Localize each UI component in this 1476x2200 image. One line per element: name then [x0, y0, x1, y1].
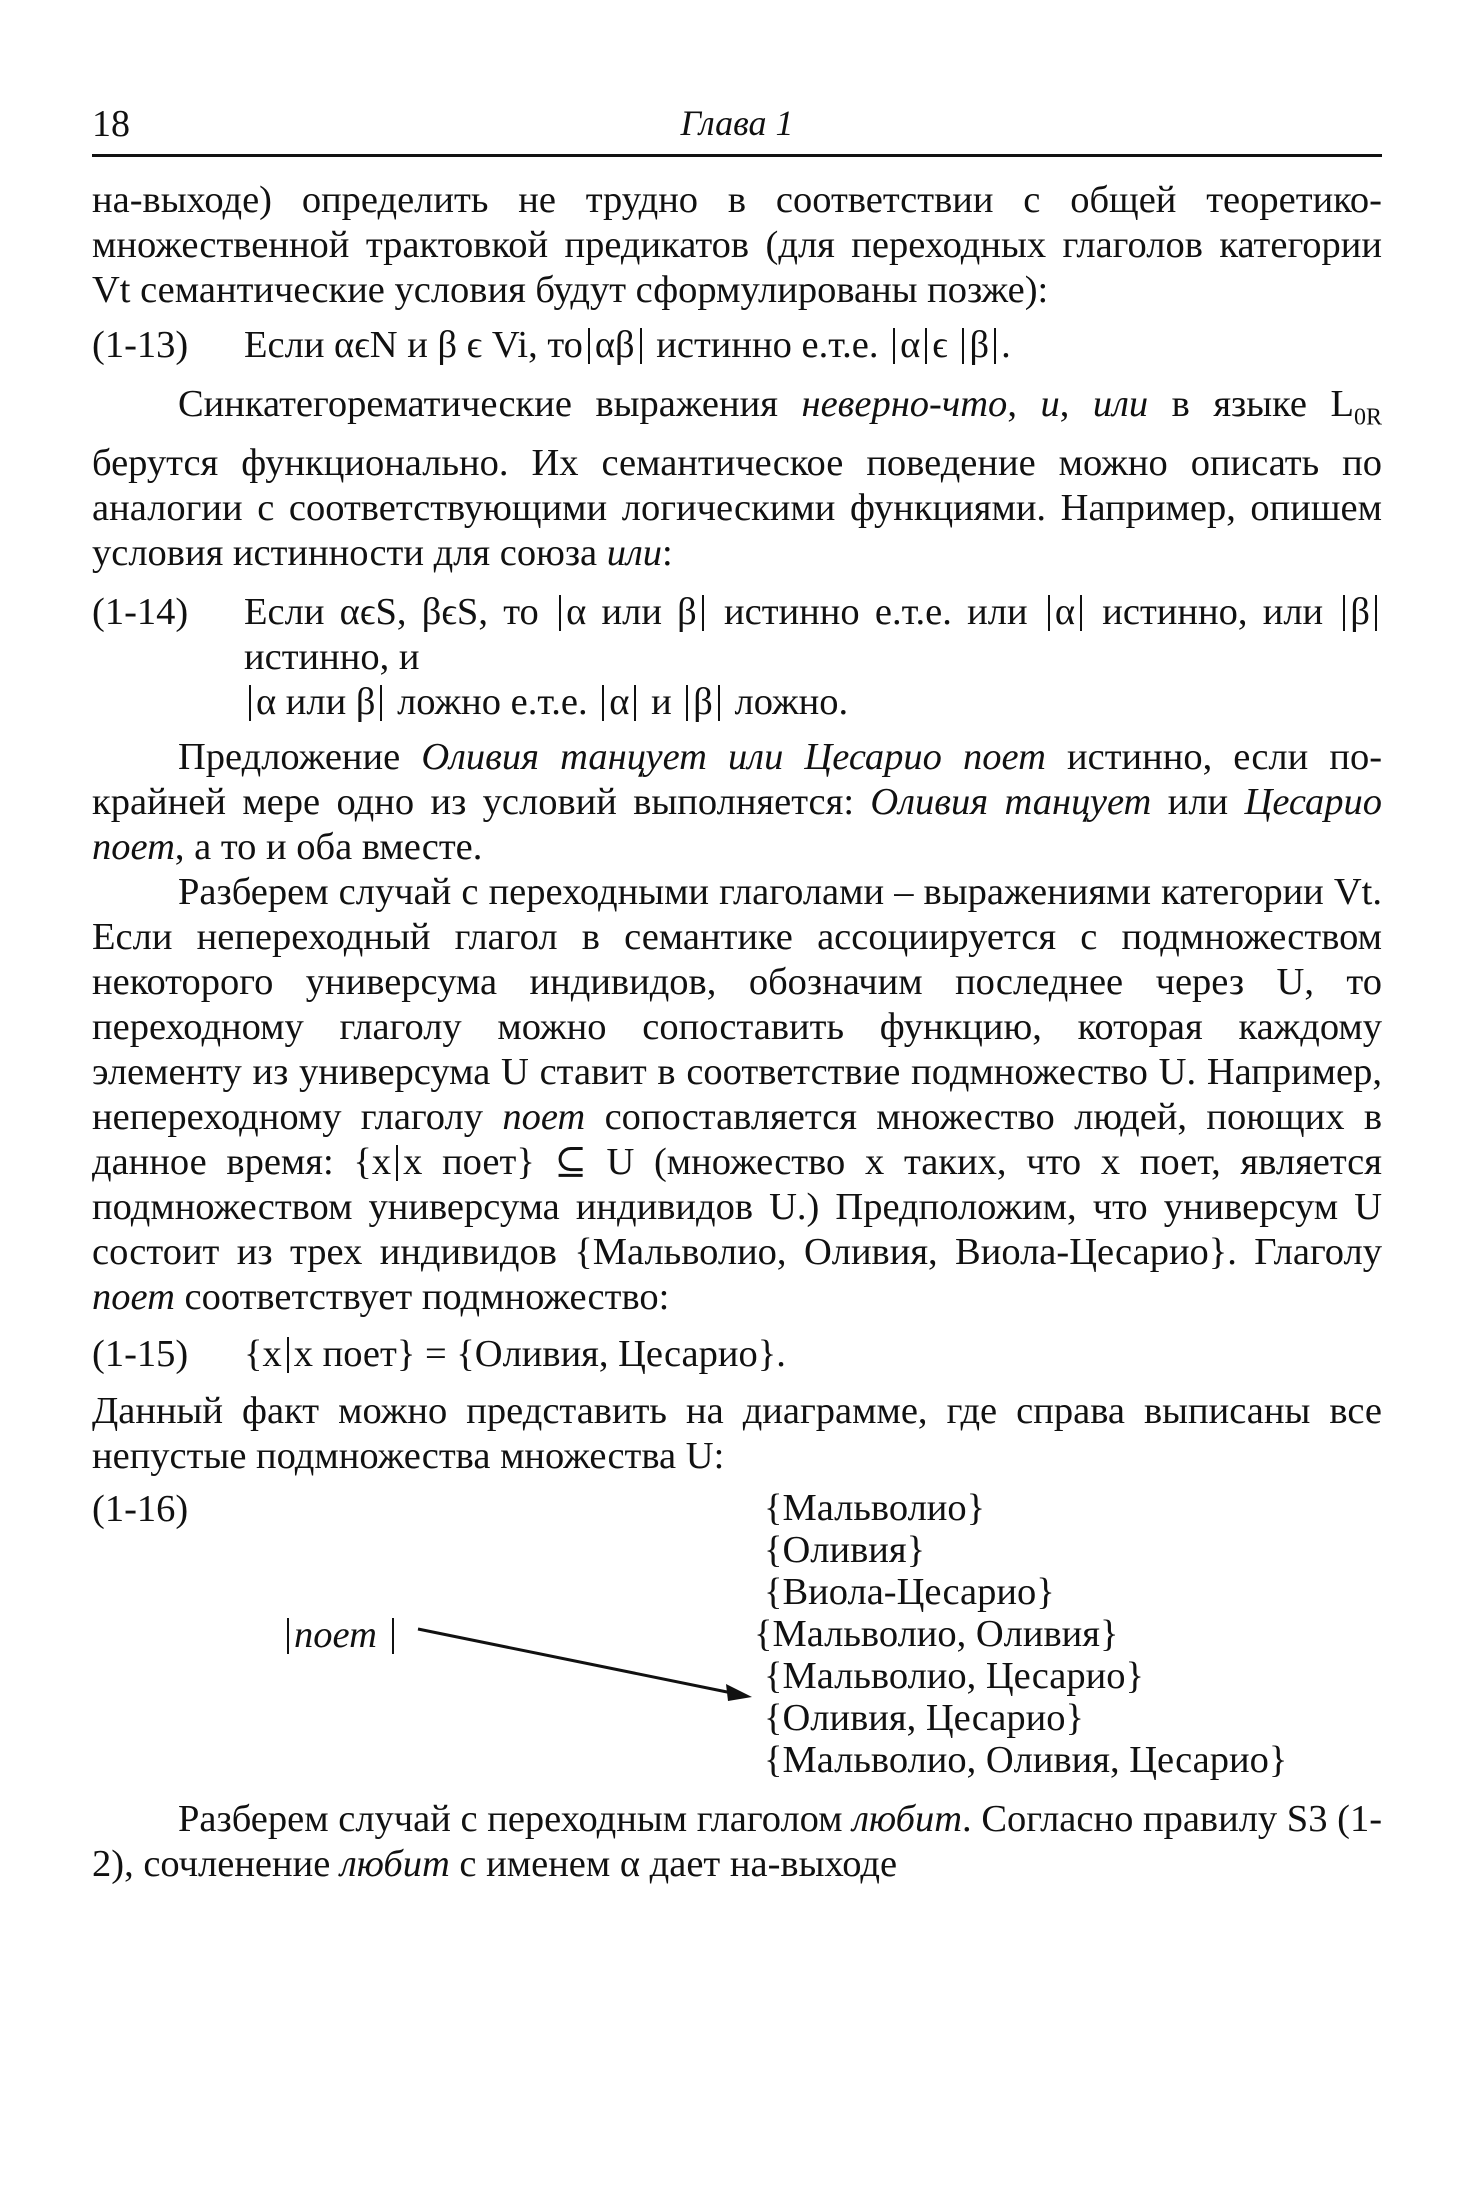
example-text: β — [1350, 590, 1371, 633]
denotation-bar — [1375, 595, 1377, 631]
mapping-arrow — [92, 1487, 792, 1779]
paragraph-1: на-выходе) определить не трудно в соответствии с общей теоретико-множественной трактовкой предикатов (для переходных глаголов категории Vt семантические условия будут сформулированы позже): — [92, 179, 1382, 311]
example-text: и — [651, 680, 672, 723]
example-text: α — [1054, 590, 1075, 633]
subset-item: {Оливия} — [764, 1528, 926, 1571]
example-text: α или β — [566, 590, 697, 633]
italic-sentence: Цесарио поет — [92, 780, 1383, 868]
text-run: соответствует подмножество: — [184, 1275, 670, 1318]
subset-item: {Мальволио, Оливия} — [754, 1612, 1119, 1655]
subset-item: {Мальволио} — [764, 1486, 986, 1529]
example-text: α — [609, 680, 630, 723]
example-number: (1-16) — [92, 1487, 189, 1530]
header-rule — [92, 154, 1382, 157]
denotation-bar — [925, 328, 927, 364]
example-1-13 — [92, 323, 1382, 368]
paragraph-4 — [92, 870, 1382, 1320]
text-run: , а то и оба вместе. — [174, 825, 483, 868]
text-run: в языке L — [1171, 383, 1354, 425]
example-text: . — [1001, 324, 1011, 366]
italic-term: поет — [92, 1275, 175, 1318]
paragraph-5: Данный факт можно представить на диаграмме, где справа выписаны все непустые подмножества множества U: — [92, 1389, 1382, 1477]
italic-term: или — [1092, 383, 1149, 425]
subset-item: {Мальволио, Цесарио} — [764, 1654, 1144, 1697]
text-run: Разберем случай с переходными глаголами – выражениями категории Vt. Если непереходный глагол в семантике ассоциируется с подмножеством некоторого универсума индивидов, обозначим последнее через U, то переходному глаголу можно сопоставить функцию, которая каждому элементу из универсума U ставит в соответствие подмножество U. Например, непереходному глаголу — [92, 870, 1382, 1138]
arrow-head — [726, 1684, 752, 1701]
example-body — [244, 323, 1382, 368]
italic-term: любит — [852, 1797, 963, 1840]
italic-term: поет — [502, 1095, 586, 1138]
example-number: (1-14) — [92, 590, 189, 633]
example-text: Если αϵS, βϵS, то — [244, 590, 539, 633]
example-text: ложно. — [734, 680, 849, 723]
text-run: . Согласно правилу S3 (1-2), сочленение — [92, 1797, 1383, 1885]
denotation-bar — [893, 328, 895, 364]
text-run: x поет} ⊆ U (множество x таких, что x поет, является подмножеством универсума индивидов U.) Предположим, что универсум U состоит из трех индивидов {Мальволио, Оливия, Виола-Цесарио}. Глаголу — [92, 1140, 1382, 1273]
denotation-bar — [1080, 595, 1082, 631]
example-text: β — [969, 324, 990, 366]
example-body — [244, 590, 1382, 725]
example-number: (1-15) — [92, 1332, 189, 1375]
arrow-shaft — [418, 1629, 732, 1693]
denotation-bar — [559, 595, 561, 631]
example-number: (1-13) — [92, 324, 189, 366]
paragraph-3 — [92, 735, 1382, 870]
denotation-bar — [718, 685, 720, 721]
denotation-bar — [634, 685, 636, 721]
italic-term: и — [1040, 383, 1060, 425]
text-run: , — [1059, 383, 1070, 425]
italic-term: или — [606, 531, 663, 574]
text-run: Разберем случай с переходным глаголом — [178, 1797, 843, 1840]
text-run: берутся функционально. Их семантическое поведение можно описать по аналогии с соответствующими логическими функциями. Например, опишем условия истинности для союза — [92, 441, 1382, 574]
italic-sentence: Оливия танцует или Цесарио поет — [421, 735, 1046, 778]
denotation-bar — [588, 328, 590, 364]
text-run: или — [1167, 780, 1229, 823]
italic-term: неверно-что — [801, 383, 1008, 425]
example-text: истинно е.т.е. или — [724, 590, 1028, 633]
example-text: αβ — [594, 324, 635, 366]
example-lines — [244, 590, 1382, 680]
set-builder-bar — [287, 1337, 289, 1373]
text-run: Синкатегорематические выражения — [178, 383, 778, 425]
example-text: {x — [244, 1332, 282, 1375]
running-header — [92, 102, 1382, 146]
example-text: ложно е.т.е. — [397, 680, 588, 723]
italic-sentence: Оливия танцует — [870, 780, 1152, 823]
page-number: 18 — [92, 103, 130, 145]
text-run: истинно, если по-крайней мере одно из условий выполняется: — [92, 735, 1383, 823]
example-text: α или β — [256, 680, 376, 723]
diagram-1-16 — [92, 1487, 1382, 1779]
italic-term: любит — [339, 1842, 450, 1885]
chapter-title: Глава 1 — [680, 103, 794, 143]
example-text: β — [693, 680, 713, 723]
denotation-bar — [380, 685, 382, 721]
text-run: с именем α дает на-выходе — [459, 1842, 898, 1885]
body-text — [92, 178, 1382, 1887]
example-text: истинно, или — [1102, 590, 1324, 633]
example-text: истинно е.т.е. — [656, 324, 879, 366]
denotation-bar — [1343, 595, 1345, 631]
denotation-bar — [702, 595, 704, 631]
paragraph-2 — [92, 382, 1382, 576]
example-1-14 — [92, 590, 1382, 725]
denotation-bar — [962, 328, 964, 364]
example-text: Если αϵN и β ϵ Vi, то — [244, 324, 583, 366]
denotation-bar — [640, 328, 642, 364]
subset-item: {Виола-Цесарио} — [764, 1570, 1055, 1613]
denotation-bar — [994, 328, 996, 364]
denotation-bar — [1048, 595, 1050, 631]
paragraph-6 — [92, 1797, 1382, 1887]
example-text: α — [900, 324, 921, 366]
subset-list — [754, 1486, 1288, 1781]
text-run: : — [662, 531, 673, 574]
example-text: x поет} = {Оливия, Цесарио}. — [293, 1332, 786, 1375]
subset-item: {Оливия, Цесарио} — [764, 1696, 1084, 1739]
example-1-15 — [92, 1332, 1382, 1377]
text-run: , — [1007, 383, 1017, 425]
set-builder-bar — [396, 1145, 398, 1181]
example-line — [244, 680, 1382, 725]
text-run: Предложение — [178, 735, 401, 778]
denotation-bar — [249, 685, 251, 721]
denotation-bar — [686, 685, 688, 721]
example-text: истинно, и — [244, 635, 420, 678]
text-run: сопоставляется множество людей, поющих в данное время: {x — [92, 1095, 1383, 1183]
verb-label: поет — [294, 1613, 377, 1656]
example-text: ϵ — [932, 324, 948, 366]
subset-item: {Мальволио, Оливия, Цесарио} — [764, 1738, 1288, 1781]
subscript: 0R — [1354, 404, 1383, 431]
denotation-bar — [602, 685, 604, 721]
example-body — [244, 1332, 1382, 1377]
